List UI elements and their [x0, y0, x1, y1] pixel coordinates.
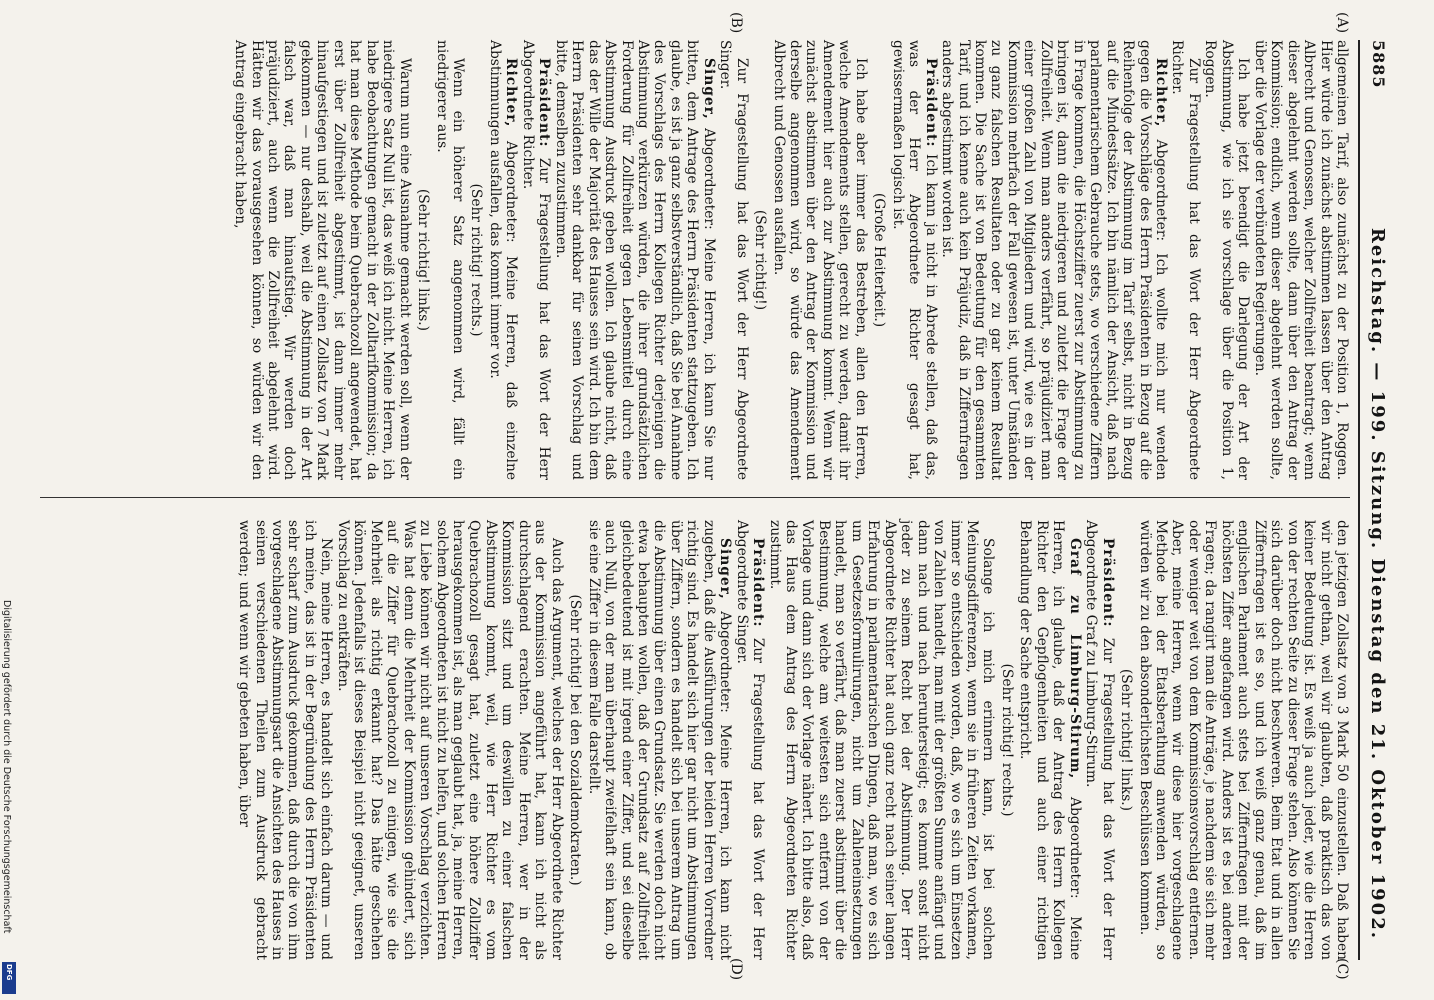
- digitization-credit: [1, 600, 15, 990]
- body-paragraph: allgemeinen Tarif, also zunächst zu der Position 1, Roggen. Hier würde ich zunächst abstimmen lassen über den Antrag Albrecht und Genossen, welcher Zollfreiheit beantragt; wenn dieser abgelehnt werden sollte, dann über den Antrag der Kommission; endlich, wenn dieser abgelehnt werden sollte, über die Vorlage der verbündeten Regierungen.: [1251, 40, 1350, 480]
- body-paragraph: Ich habe aber immer das Bestreben, allen den Herren, welche Amendements stellen, gerecht zu werden, damit ihr Amendement hier auch zur Abstimmung kommt. Wenn wir zunächst abstimmen über den Antrag der Kommission und derselbe angenommen wird, so würde das Amendement Albrecht und Genossen ausfallen.: [770, 40, 869, 480]
- speech-paragraph: [733, 520, 766, 960]
- speech-text: Abgeordneter: Ich wollte mich nur wenden gegen die Vorschläge des Herrn Präsidenten in Bezug auf die Reihenfolge der Abstimmung im Tarif selbst, nicht in Bezug auf die Mindestsätze. Ich bin nämlich der Ansicht, daß nach parlamentarischem Gebrauche stets, wo verschiedene Ziffern in Frage kommen, die Höchstziffer zuerst zur Abstimmung zu bringen ist, dann die niedrigeren und zuletzt die Frage der Zollfreiheit. Wenn man anders verfährt, so präjudiziert man einer großen Zahl von Mitgliedern und wird, wie es in der Kommission mehrfach der Fall gewesen ist, unter Umständen zu ganz falschen Resultaten oder zu gar keinem Resultat kommen. Die Sache ist von Bedeutung für den gesammten Tarif, und ich kenne auch kein Präjudiz, daß in Ziffernfragen anders abgestimmt worden ist.: [939, 40, 1170, 480]
- interjection: (Sehr richtig! bei den Sozialdemokraten.): [567, 594, 584, 886]
- speaker-name: Präsident:: [922, 58, 939, 148]
- session-title: Reichstag. — 199. Sitzung. Dienstag den 21. Oktober 1902.: [1367, 227, 1388, 940]
- speech-paragraph: [1017, 520, 1083, 960]
- speech-paragraph: [585, 520, 733, 960]
- body-paragraph: Nein, meine Herren, es handelt sich einfach darum — und ich meine, das ist in der Begründung des Herrn Präsidenten sehr scharf zum Ausdruck gekommen, daß durch die von ihm vorgeschlagene Abstimmungsart die Ansichten des Hauses in seinen verschiedenen Theilen zum Ausdruck gebracht werden; und wenn wir gebeten haben, über: [236, 520, 335, 960]
- speech-text: Zur Fragestellung hat das Wort der Herr Abgeordnete Richter.: [519, 40, 553, 480]
- speech-paragraph: [486, 40, 519, 480]
- speaker-name: Graf zu Limburg-Stirum,: [1066, 538, 1083, 780]
- margin-marker-a: (A): [1334, 12, 1350, 34]
- speech-text: Abgeordneter: Meine Herren, ich kann Sie nur bitten, dem Antrage des Herrn Präsidenten stattzugeben. Ich glaube, es ist ja ganz selbstverständlich, daß Sie bei Annahme des Vorschlags des Herrn Kollegen Richter derjenigen die Abstimmung verkürzen würden, die ihrer grundsätzlichen Forderung für Zollfreiheit gegen Lebensmittel durch eine Abstimmung Ausdruck geben wollen. Ich glaube nicht, daß das der Wille der Majorität des Hauses sein wird. Ich bin dem Herrn Präsidenten sehr dankbar für seinen Vorschlag und bitte, demselben zuzustimmen.: [552, 40, 717, 480]
- body-paragraph: Warum nun eine Ausnahme gemacht werden soll, wenn der niedrigere Satz Null ist, das weiß ich nicht. Meine Herren, ich habe Beobachtungen gemacht in der Zolltarifkommission; da hat man diese Methode beim Quebrachozoll angewendet, hat erst über Zollfreiheit abgestimmt, ist dann immer mehr hinaufgestiegen und ist zuletzt auf einen Zollsatz von 7 Mark gekommen — nur deshalb, weil die Abstimmung in der Art falsch war, daß man hinaufstieg. Wir werden doch präjudiziert, auch wenn die Zollfreiheit abgelehnt wird. Hätten wir das vorausgesehen können, so würden wir den Antrag eingebracht haben,: [232, 40, 413, 480]
- speech-paragraph: [519, 40, 552, 480]
- header-rule: [1358, 40, 1360, 960]
- body-paragraph: Solange ich mich erinnern kann, ist bei solchen Meinungsdifferenzen, wenn sie in früheren Zeiten vorkamen, immer so entschieden worden, daß, wo es sich um Einsetzen von Zahlen handelt, man mit der größten Summe anfängt und dann nach und nach heruntersteigt; es kommt sonst nicht jeder zu seinem Recht bei der Abstimmung. Der Herr Abgeordnete Richter hat auch ganz recht nach seiner langen Erfahrung in parlamentarischen Dingen, daß man, wo es sich um Gesetzesformulirungen, nicht um Zahleneinsetzungen handelt, man so verfährt, daß man zuerst abstimmt über die Bestimmung, welche am weitesten sich entfernt von der Vorlage und dann sich der Vorlage nähert. Ich bitte also, daß das Haus dem Antrag des Herrn Abgeordneten Richter zustimmt.: [766, 520, 997, 960]
- interjection: (Sehr richtig!): [752, 209, 769, 311]
- speech-text: Abgeordneter: Meine Herren, ich glaube, daß der Antrag des Herrn Kollegen Richter den Gepflogenheiten und auch einer richtigen Behandlung der Sache entspricht.: [1017, 520, 1083, 961]
- speaker-name: Richter,: [503, 58, 520, 128]
- speech-text: Ich kann ja nicht in Abrede stellen, daß das, was der Herr Abgeordnete Richter gesagt hat, gewissermaßen logisch ist.: [889, 40, 939, 480]
- speech-paragraph: [552, 40, 717, 480]
- speaker-name: Singer,: [717, 538, 734, 600]
- page-number: 5885: [1369, 40, 1388, 89]
- digitization-credit-text: Digitalisierung gefördert durch die Deutsche Forschungsgemeinschaft: [1, 600, 12, 934]
- speaker-name: Präsident:: [750, 538, 767, 628]
- speech-paragraph: [939, 40, 1169, 480]
- interjection: (Sehr richtig! rechts.): [468, 183, 485, 337]
- body-paragraph: Ich habe jetzt beendigt die Darlegung der Art der Abstimmung, wie ich sie vorschlage über die Position 1, Roggen.: [1202, 40, 1252, 480]
- dfg-logo-text: DFG: [5, 964, 13, 981]
- body-paragraph: Auch das Argument, welches der Herr Abgeordnete Richter aus der Kommission angeführt hat, kann ich nicht als durchschlagend erachten. Meine Herren, wer in der Kommission sitzt und um deswillen zu einer falschen Abstimmung kommt, weil, wie Herr Richter es vom Quebrachozoll gesagt hat, zuletzt eine höhere Zollziffer herausgekommen ist, als man geglaubt hat, ja, meine Herren, solchem Abgeordneten ist nicht zu helfen, und solchen Herren zu Liebe können wir nicht auf unseren Vorschlag verzichten. Was hat denn die Mehrheit der Kommission gehindert, sich auf die Ziffer für Quebrachozoll zu einigen, wie sie die Mehrheit als richtig erkannt hat? Das hätte geschehen können. Jedenfalls ist dieses Beispiel nicht geeignet, unseren Vorschlag zu entkräften.: [334, 520, 565, 960]
- speaker-name: Präsident:: [536, 58, 553, 148]
- speech-paragraph: [889, 40, 938, 480]
- margin-marker-c: (C): [1334, 958, 1350, 980]
- page-header: [1362, 40, 1388, 960]
- interjection: (Sehr richtig! rechts.): [998, 663, 1015, 817]
- speaker-name: Richter,: [1153, 58, 1170, 128]
- body-paragraph: den jetzigen Zollsatz von 3 Mark 50 einzustellen. Daß haben wir nicht gethan, weil wir glaubten, daß praktisch das von keiner Bedeutung ist. Es weiß ja auch jeder, wie die Herren von der rechten Seite zu dieser Frage stehen. Also können Sie sich darüber doch nicht beschweren. Beim Etat und in allen Ziffernfragen ist es so, und ich weiß ganz genau, daß im englischen Parlament auch stets bei Ziffernfragen mit der höchsten Ziffer angefangen wird. Anders ist es bei anderen Fragen; da rangirt man die Anträge, je nachdem sie sich mehr oder weniger weit von dem Kommissionsvorschlag entfernen. Aber, meine Herren, wenn wir diese hier vorgeschlagene Methode bei der Etatsberathung anwenden würden, so würden wir zu den absonderlichsten Beschlüssen kommen.: [1136, 520, 1350, 960]
- body-paragraph: Zur Fragestellung hat das Wort der Herr Abgeordnete Richter.: [1169, 40, 1202, 480]
- speech-text: Abgeordneter: Meine Herren, daß einzelne Abstimmungen ausfallen, das kommt immer vor.: [486, 40, 520, 480]
- speech-text: Zur Fragestellung hat das Wort der Herr Abgeordnete Singer.: [733, 520, 767, 960]
- interjection: (Sehr richtig! links.): [415, 188, 432, 332]
- right-text-column: [236, 520, 1350, 960]
- margin-marker-b: (B): [728, 12, 744, 34]
- column-divider: [40, 497, 1350, 498]
- dfg-logo: [2, 962, 16, 994]
- body-paragraph: Wenn ein höherer Satz angenommen wird, fällt ein niedrigerer aus.: [433, 40, 466, 480]
- speech-text: Abgeordneter: Meine Herren, ich kann nicht zugeben, daß die Ausführungen der beiden Herren Vorredner richtig sind. Es handelt sich hier gar nicht um Abstimmungen über Ziffern, sondern es handelt sich bei unserem Antrag um die Abstimmung über einen Grundsatz. Sie werden doch nicht etwa behaupten wollen, daß der Grundsatz auf Zollfreiheit gleichbedeutend ist mit irgend einer Ziffer, und sei dieselbe auch Null, von der man überhaupt zweifelhaft sein kann, ob sie eine Ziffer in diesem Falle darstellt.: [585, 520, 734, 960]
- speaker-name: Singer,: [700, 58, 717, 120]
- speaker-name: Präsident:: [1099, 538, 1116, 628]
- interjection: (Sehr richtig! links.): [1118, 668, 1135, 812]
- body-paragraph: Zur Fragestellung hat das Wort der Herr Abgeordnete Singer.: [717, 40, 750, 480]
- margin-marker-d: (D): [728, 958, 744, 981]
- interjection: (Große Heiterkeit.): [871, 192, 888, 328]
- speech-text: Zur Fragestellung hat das Wort der Herr Abgeordnete Graf zu Limburg-Stirum.: [1083, 520, 1116, 960]
- speech-paragraph: [1083, 520, 1116, 960]
- left-text-column: [232, 40, 1350, 480]
